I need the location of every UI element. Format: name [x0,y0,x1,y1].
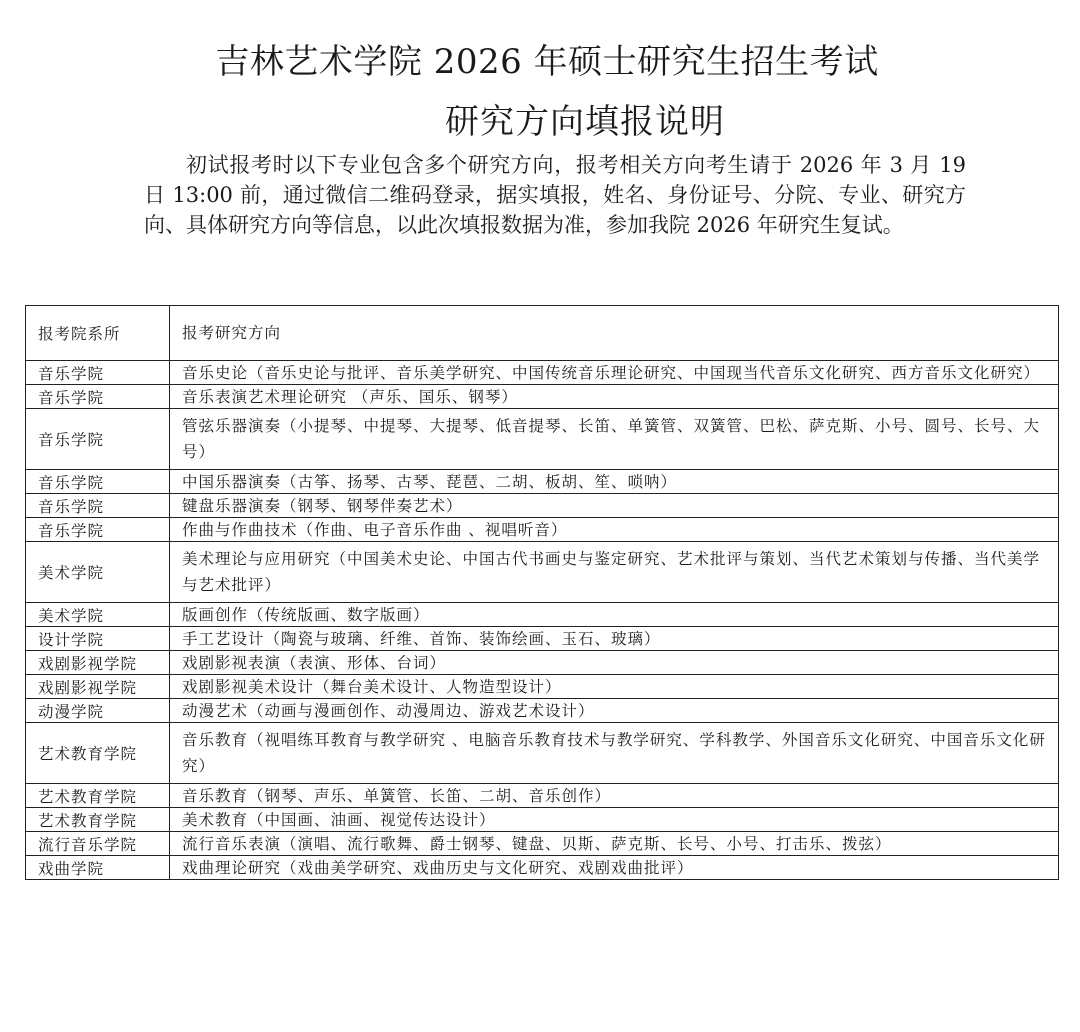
title-line-1: 吉林艺术学院 2026 年硕士研究生招生考试 [215,42,879,82]
table-row [26,627,1059,651]
department-cell: 艺术教育学院 [26,808,170,832]
direction-cell: 作曲与作曲技术（作曲、电子音乐作曲 、视唱听音） [170,518,1059,542]
department-cell: 音乐学院 [26,470,170,494]
research-direction-table [25,305,1059,880]
table-row [26,518,1059,542]
table-row [26,603,1059,627]
department-cell: 音乐学院 [26,361,170,385]
department-cell: 艺术教育学院 [26,723,170,784]
table-row [26,832,1059,856]
department-cell: 设计学院 [26,627,170,651]
table-row [26,723,1059,784]
department-cell: 流行音乐学院 [26,832,170,856]
department-cell: 艺术教育学院 [26,784,170,808]
table-row [26,808,1059,832]
direction-cell: 管弦乐器演奏（小提琴、中提琴、大提琴、低音提琴、长笛、单簧管、双簧管、巴松、萨克斯、小号、圆号、长号、大号） [170,409,1059,470]
table-row [26,470,1059,494]
direction-cell: 戏剧影视表演（表演、形体、台词） [170,651,1059,675]
direction-cell: 音乐表演艺术理论研究 （声乐、国乐、钢琴） [170,385,1059,409]
direction-cell: 音乐教育（视唱练耳教育与教学研究 、电脑音乐教育技术与教学研究、学科教学、外国音乐文化研究、中国音乐文化研究） [170,723,1059,784]
department-cell: 美术学院 [26,603,170,627]
direction-cell: 音乐教育（钢琴、声乐、单簧管、长笛、二胡、音乐创作） [170,784,1059,808]
direction-cell: 戏曲理论研究（戏曲美学研究、戏曲历史与文化研究、戏剧戏曲批评） [170,856,1059,880]
table-row [26,361,1059,385]
direction-cell: 中国乐器演奏（古筝、扬琴、古琴、琵琶、二胡、板胡、笙、唢呐） [170,470,1059,494]
header-direction: 报考研究方向 [170,306,1059,361]
document-subtitle [0,96,1080,148]
table-header-row [26,306,1059,361]
table-row [26,699,1059,723]
table-row [26,675,1059,699]
department-cell: 音乐学院 [26,409,170,470]
table-row [26,542,1059,603]
department-cell: 动漫学院 [26,699,170,723]
table-row [26,494,1059,518]
direction-cell: 美术理论与应用研究（中国美术史论、中国古代书画史与鉴定研究、艺术批评与策划、当代艺术策划与传播、当代美学与艺术批评） [170,542,1059,603]
table-row [26,856,1059,880]
header-department: 报考院系所 [26,306,170,361]
department-cell: 音乐学院 [26,385,170,409]
intro-paragraph: 初试报考时以下专业包含多个研究方向，报考相关方向考生请于 2026 年 3 月 19 日 13:00 前，通过微信二维码登录，据实填报，姓名、身份证号、分院、专业、研究方向、具体研究方向等信息，以此次填报数据为准，参加我院 2026 年研究生复试。 [144,153,966,237]
department-cell: 音乐学院 [26,494,170,518]
title-line-2: 研究方向填报说明 [445,102,725,142]
document-title [0,36,1080,88]
table-row [26,409,1059,470]
direction-cell: 手工艺设计（陶瓷与玻璃、纤维、首饰、装饰绘画、玉石、玻璃） [170,627,1059,651]
department-cell: 戏剧影视学院 [26,675,170,699]
table-row [26,651,1059,675]
direction-cell: 音乐史论（音乐史论与批评、音乐美学研究、中国传统音乐理论研究、中国现当代音乐文化研究、西方音乐文化研究） [170,361,1059,385]
direction-cell: 动漫艺术（动画与漫画创作、动漫周边、游戏艺术设计） [170,699,1059,723]
table-row [26,385,1059,409]
direction-cell: 戏剧影视美术设计（舞台美术设计、人物造型设计） [170,675,1059,699]
department-cell: 美术学院 [26,542,170,603]
department-cell: 戏曲学院 [26,856,170,880]
direction-cell: 版画创作（传统版画、数字版画） [170,603,1059,627]
direction-cell: 流行音乐表演（演唱、流行歌舞、爵士钢琴、键盘、贝斯、萨克斯、长号、小号、打击乐、拨弦） [170,832,1059,856]
direction-cell: 键盘乐器演奏（钢琴、钢琴伴奏艺术） [170,494,1059,518]
department-cell: 音乐学院 [26,518,170,542]
department-cell: 戏剧影视学院 [26,651,170,675]
table-row [26,784,1059,808]
direction-cell: 美术教育（中国画、油画、视觉传达设计） [170,808,1059,832]
